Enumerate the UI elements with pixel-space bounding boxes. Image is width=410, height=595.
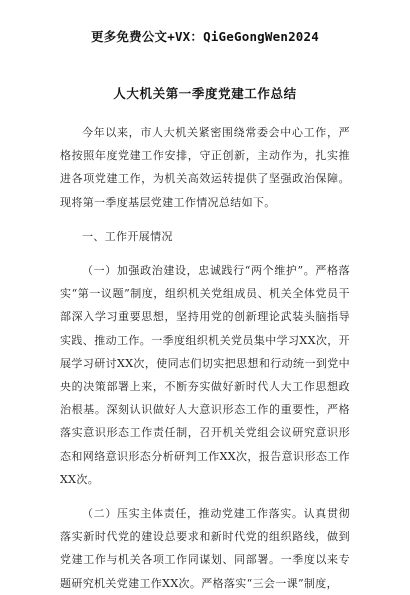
intro-paragraph: 今年以来，市人大机关紧密围绕常委会中心工作，严格按照年度党建工作安排，守正创新，主动作为，扎实推进各项党建工作，为机关高效运转提供了坚强政治保障。现将第一季度基层党建工作情况总结如下。 (60, 126, 350, 209)
document-title: 人大机关第一季度党建工作总结 (113, 86, 297, 101)
paragraph-gap (60, 214, 350, 225)
item-paragraph-1: （一）加强政治建设，忠诚践行“两个维护”。严格落实“第一议题”制度，组织机关党组成员、机关全体党员干部深入学习重要思想，坚持用党的创新理论武装头脑指导实践、推动工作。一季度组织机关党员集中学习XX次，开展学习研讨XX次，使同志们切实把思想和行动统一到党中央的决策部署上来，不断夯实做好新时代人大工作思想政治根基。深刻认识做好人大意识形态工作的重要性，严格落实意识形态工作责任制，召开机关党组会议研究意识形态和网络意识形态分析研判工作XX次，报告意识形态工作XX次。 (60, 264, 350, 486)
section-heading: 一、工作开展情况 (82, 229, 173, 243)
item-paragraph-2: （二）压实主体责任，推动党建工作落实。认真贯彻落实新时代党的建设总要求和新时代党的组织路线，做到党建工作与机关各项工作同谋划、同部署。一季度以来专题研究机关党建工作XX次。严格落实“三会一课”制度， (60, 507, 350, 590)
paragraph-gap (60, 491, 350, 502)
document-body (60, 121, 350, 595)
paragraph-gap (60, 248, 350, 259)
promo-header: 更多免费公文+VX：QiGeGongWen2024 (91, 29, 319, 44)
